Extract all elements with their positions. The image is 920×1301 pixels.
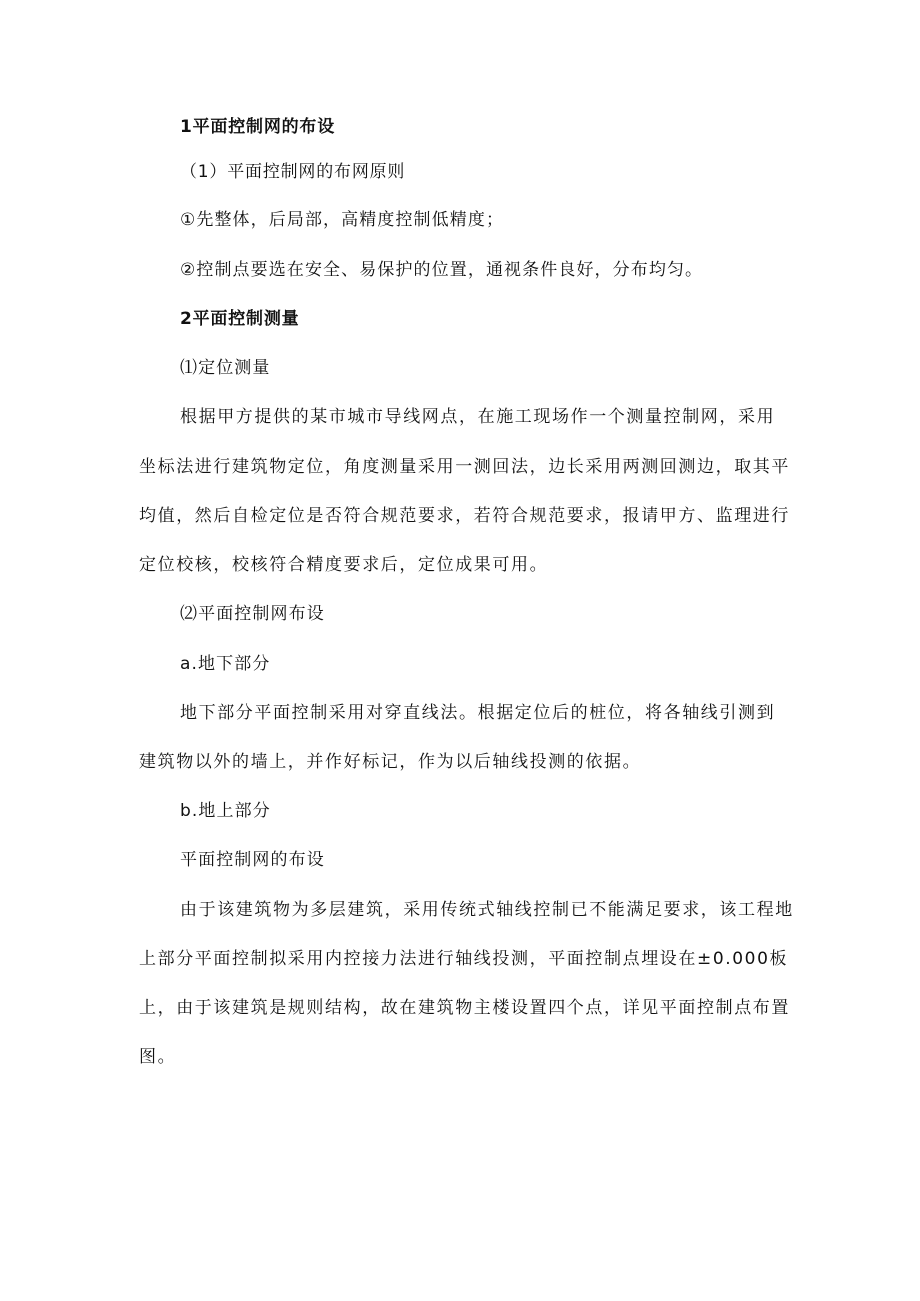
positioning-subtitle: ⑴定位测量 xyxy=(180,358,271,378)
section-1-title: 1平面控制网的布设 xyxy=(180,117,336,137)
aboveground-text-line-3: 上，由于该建筑是规则结构，故在建筑物主楼设置四个点，详见平面控制点布置 xyxy=(139,998,790,1018)
layout-subtitle: ⑵平面控制网布设 xyxy=(180,604,325,624)
aboveground-text-line-1: 由于该建筑物为多层建筑，采用传统式轴线控制已不能满足要求，该工程地 xyxy=(180,900,794,920)
aboveground-text-line-2: 上部分平面控制拟采用内控接力法进行轴线投测，平面控制点埋设在±0.000板 xyxy=(139,949,789,969)
principle-2: ②控制点要选在安全、易保护的位置，通视条件良好，分布均匀。 xyxy=(180,260,704,280)
underground-text-line-2: 建筑物以外的墙上，并作好标记，作为以后轴线投测的依据。 xyxy=(139,752,642,772)
positioning-text-line-4: 定位校核，校核符合精度要求后，定位成果可用。 xyxy=(139,555,549,575)
underground-text-line-1: 地下部分平面控制采用对穿直线法。根据定位后的桩位，将各轴线引测到 xyxy=(180,703,776,723)
positioning-text-line-3: 均值，然后自检定位是否符合规范要求，若符合规范要求，报请甲方、监理进行 xyxy=(139,506,790,526)
section-2-title: 2平面控制测量 xyxy=(180,309,300,329)
aboveground-text-line-4: 图。 xyxy=(139,1047,177,1067)
positioning-text-line-2: 坐标法进行建筑物定位，角度测量采用一测回法，边长采用两测回测边，取其平 xyxy=(139,457,790,477)
positioning-text-line-1: 根据甲方提供的某市城市导线网点，在施工现场作一个测量控制网，采用 xyxy=(180,407,776,427)
aboveground-title: b.地上部分 xyxy=(180,801,271,821)
network-layout-title: 平面控制网的布设 xyxy=(180,850,325,870)
principle-1: ①先整体，后局部，高精度控制低精度； xyxy=(180,210,505,230)
underground-title: a.地下部分 xyxy=(180,654,271,674)
section-1-subtitle: （1）平面控制网的布网原则 xyxy=(180,162,406,182)
